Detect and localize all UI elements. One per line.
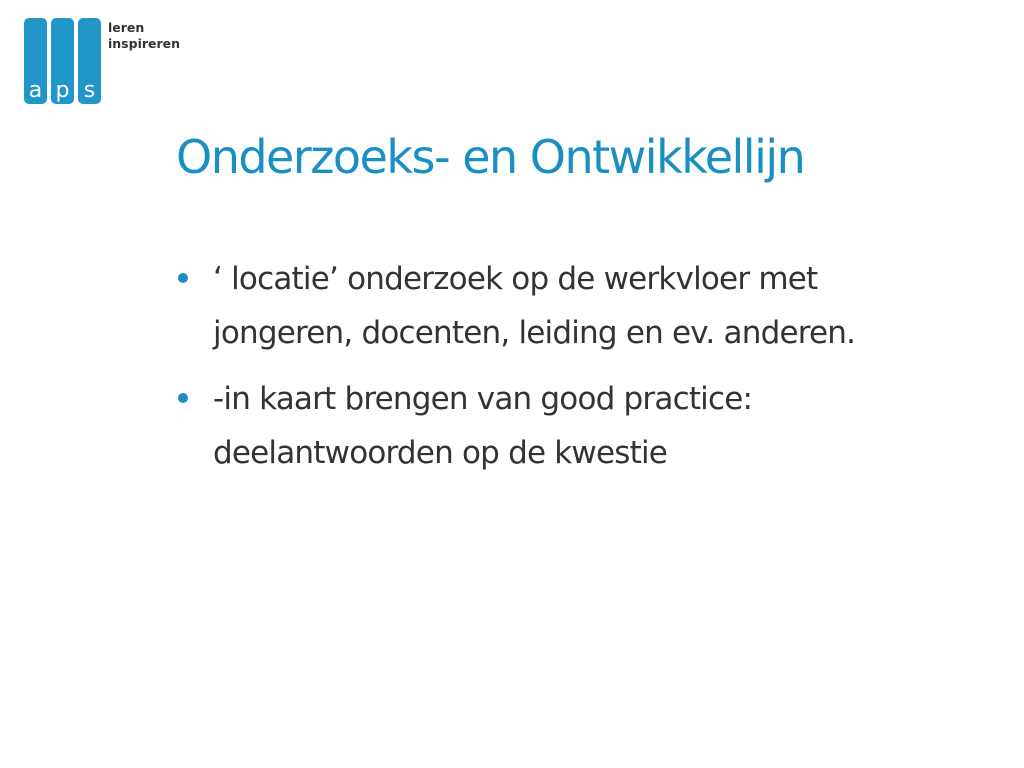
bullet-dot-icon xyxy=(178,393,188,403)
logo-tagline-leren: leren xyxy=(108,20,145,35)
logo-letter-a: a xyxy=(28,78,43,103)
bullet-list xyxy=(176,252,976,492)
bullet-item xyxy=(176,372,976,480)
bullet-item xyxy=(176,252,976,360)
aps-logo xyxy=(24,18,204,106)
logo-letter-s: s xyxy=(83,78,96,103)
bullet-text: ‘ locatie’ onderzoek op de werkvloer met jongeren, docenten, leiding en ev. anderen. xyxy=(213,261,856,351)
logo-letter-p: p xyxy=(55,78,70,103)
bullet-text: -in kaart brengen van good practice: deelantwoorden op de kwestie xyxy=(213,381,753,471)
logo-tagline-inspireren: inspireren xyxy=(108,36,181,51)
logo-bar-p xyxy=(51,18,74,104)
logo-bar-a xyxy=(24,18,47,104)
logo-bar-s xyxy=(78,18,101,104)
bullet-dot-icon xyxy=(178,273,188,283)
slide-title: Onderzoeks- en Ontwikkellijn xyxy=(176,130,805,184)
